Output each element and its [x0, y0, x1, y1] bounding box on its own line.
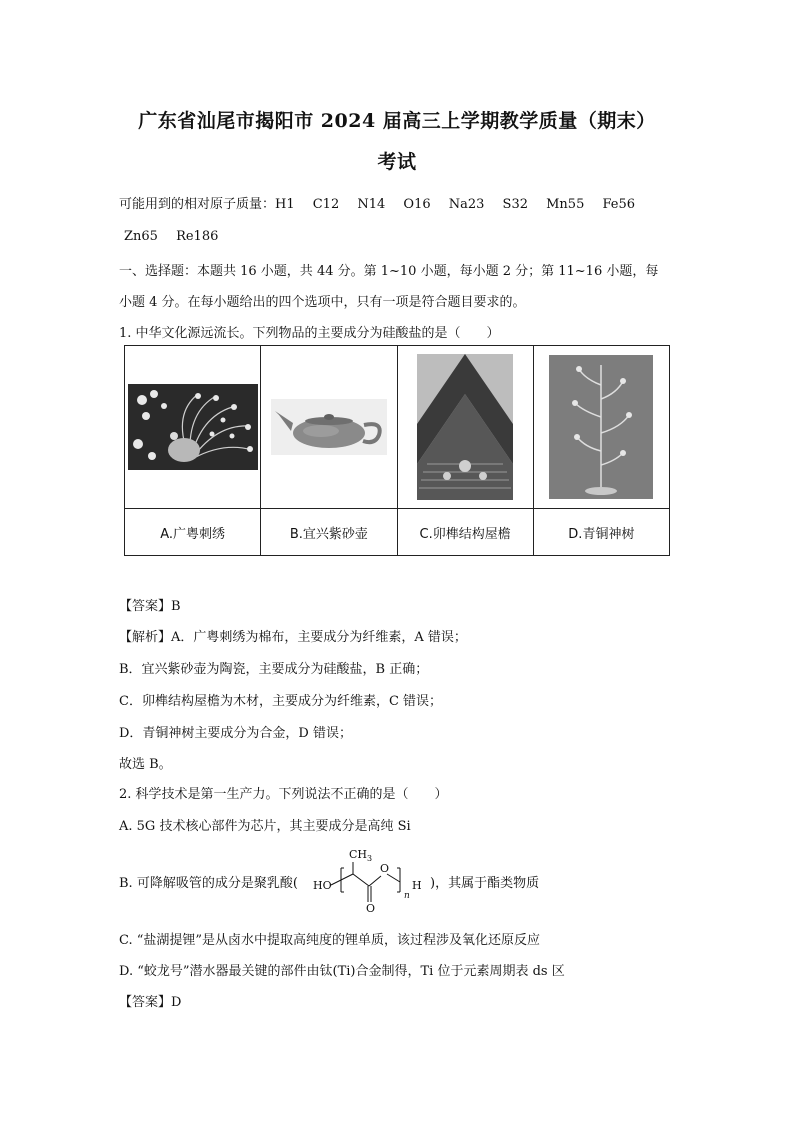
roof-eave-image	[417, 354, 513, 500]
question-2-option-b-prefix: B. 可降解吸管的成分是聚乳酸(	[119, 876, 298, 891]
embroidery-peacock-image	[128, 384, 258, 470]
option-d-image-cell	[533, 346, 669, 509]
formula-h: H	[412, 879, 422, 892]
teapot-image	[271, 399, 387, 455]
question-1-stem: 1. 中华文化源远流长。下列物品的主要成分为硅酸盐的是（ ）	[119, 326, 500, 341]
option-b-image-cell	[261, 346, 397, 509]
option-c-label: C.卯榫结构屋檐	[397, 509, 533, 556]
option-d-label: D.青铜神树	[533, 509, 669, 556]
bronze-tree-image	[549, 355, 653, 499]
atomic-mass-list-cont: Zn65 Re186	[124, 229, 219, 244]
question-2-stem: 2. 科学技术是第一生产力。下列说法不正确的是（ ）	[119, 787, 448, 802]
question-2-option-b-suffix: )，其属于酯类物质	[430, 876, 540, 891]
formula-ho: HO	[313, 879, 332, 892]
option-b-label: B.宜兴紫砂壶	[261, 509, 397, 556]
question-2-answer: 【答案】D	[119, 995, 182, 1010]
question-1-analysis-c: C．卯榫结构屋檐为木材，主要成分为纤维素，C 错误；	[119, 694, 443, 709]
atomic-mass-list: 可能用到的相对原子质量：H1 C12 N14 O16 Na23 S32 Mn55 Fe56	[119, 197, 636, 212]
document-title-line2: 考试	[377, 151, 417, 173]
question-1-analysis-d: D．青铜神树主要成分为合金，D 错误；	[119, 726, 352, 741]
option-c-image-cell	[397, 346, 533, 509]
polylactic-acid-formula	[309, 846, 433, 916]
option-a-image-cell	[125, 346, 261, 509]
question-1-answer: 【答案】B	[119, 599, 181, 614]
option-a-label: A.广粤刺绣	[125, 509, 261, 556]
section-instructions-cont: 小题 4 分。在每小题给出的四个选项中，只有一项是符合题目要求的。	[119, 295, 526, 310]
question-1-analysis-a: 【解析】A．广粤刺绣为棉布，主要成分为纤维素，A 错误；	[119, 630, 467, 645]
formula-ch3: CH	[349, 848, 368, 861]
formula-n: n	[404, 891, 410, 901]
question-1-conclusion: 故选 B。	[119, 757, 172, 772]
question-1-analysis-b: B．宜兴紫砂壶为陶瓷，主要成分为硅酸盐，B 正确；	[119, 662, 429, 677]
question-1-options-table	[124, 345, 670, 556]
section-instructions: 一、选择题：本题共 16 小题，共 44 分。第 1~10 小题，每小题 2 分；第 11~16 小题，每	[119, 264, 659, 279]
question-2-option-a: A. 5G 技术核心部件为芯片，其主要成分是高纯 Si	[119, 819, 411, 834]
question-2-option-d: D. “蛟龙号”潜水器最关键的部件由钛(Ti)合金制得，Ti 位于元素周期表 ds 区	[119, 964, 565, 979]
formula-ch3-sub: 3	[367, 854, 373, 863]
document-title: 广东省汕尾市揭阳市 2024 届高三上学期教学质量（期末）	[138, 110, 656, 132]
formula-carbonyl-o: O	[366, 902, 376, 915]
question-2-option-c: C. “盐湖提锂”是从卤水中提取高纯度的锂单质，该过程涉及氧化还原反应	[119, 933, 541, 948]
formula-ester-o: O	[380, 862, 390, 875]
